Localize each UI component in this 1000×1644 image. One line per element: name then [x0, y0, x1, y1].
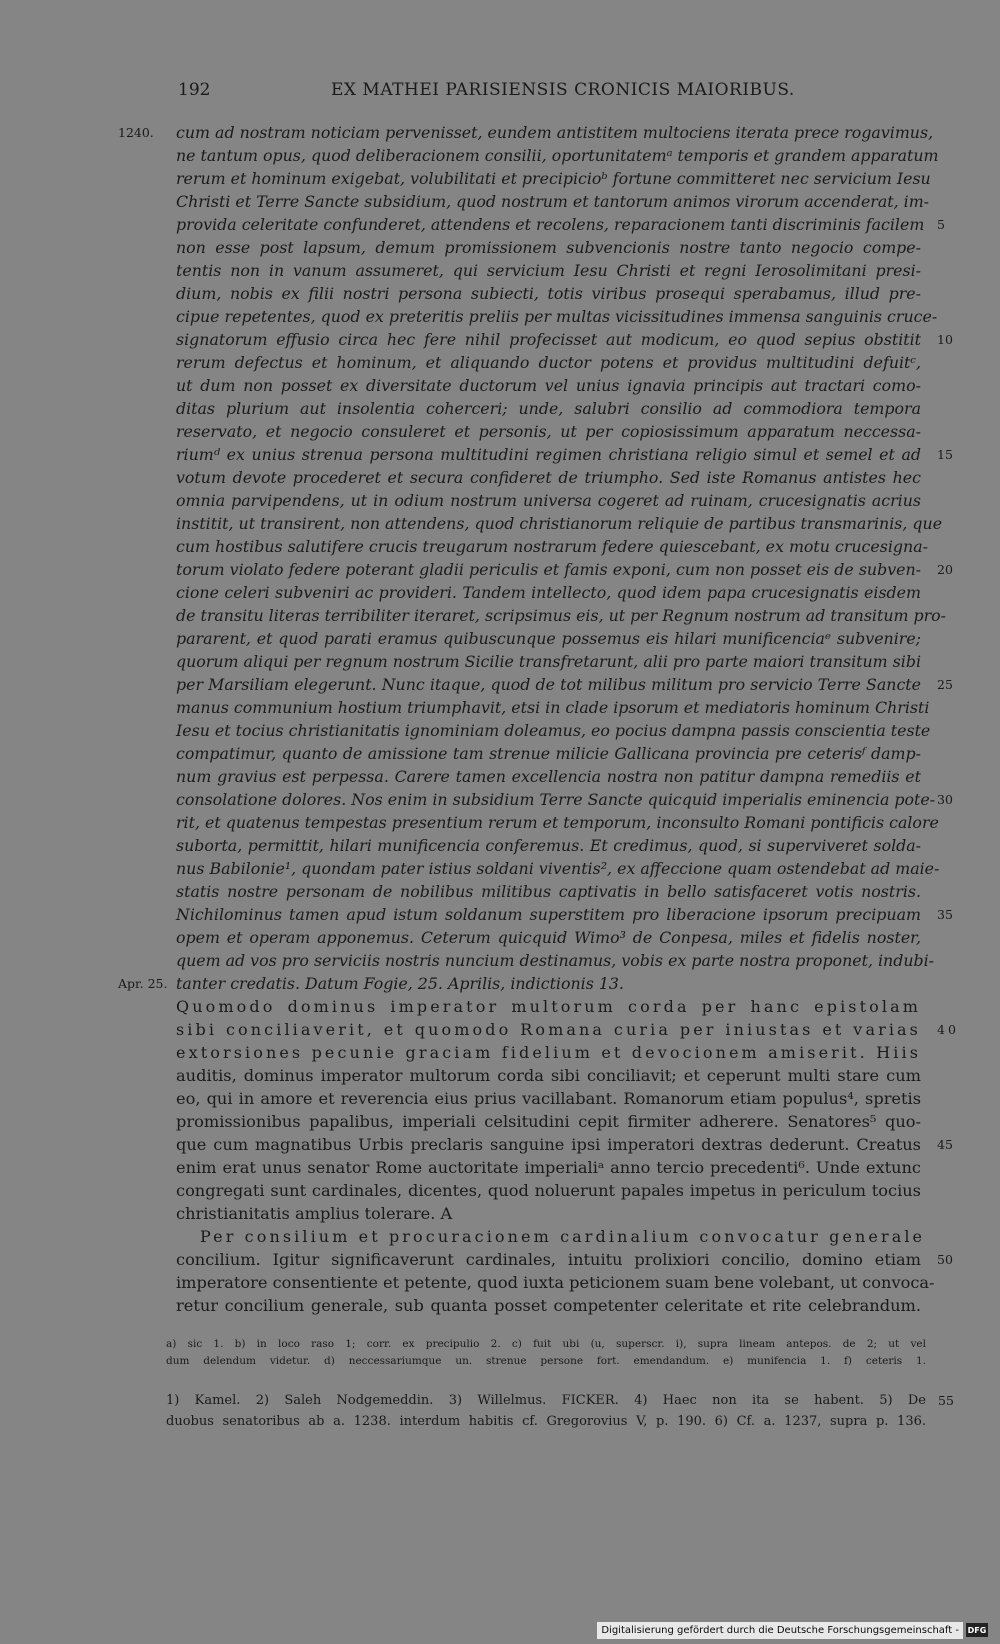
line-number: 5: [937, 217, 945, 232]
line-text: nus Babilonie¹, quondam pater istius soldani viventis², ex affeccione quam ostendebat ad maie-: [176, 859, 940, 878]
text-line: [176, 742, 921, 765]
text-line: [176, 650, 921, 673]
digitization-credit: [597, 1620, 988, 1640]
line-text: consolatione dolores. Nos enim in subsidium Terre Sancte quicquid imperialis eminencia pote-: [176, 790, 936, 809]
line-text: christianitatis amplius tolerare. A: [176, 1204, 453, 1223]
line-text: rerum et hominum exigebat, volubilitati et precipicioᵇ fortune committeret nec servicium Iesu: [176, 169, 931, 188]
line-text: quem ad vos pro serviciis nostris nuncium destinamus, vobis ex parte nostra proponet, indubi-: [176, 951, 934, 970]
margin-date: Apr. 25.: [118, 976, 168, 991]
footnote-line: dum delendum videtur. d) neccessariumque un. strenue persone fort. emendandum. e) munifencia 1. f) ceteris 1.: [166, 1355, 926, 1367]
text-line: [176, 1064, 921, 1087]
line-number: 40: [937, 1022, 960, 1037]
text-line: [176, 949, 934, 972]
line-text: tanter credatis. Datum Fogie, 25. Aprilis, indictionis 13.: [176, 974, 624, 993]
line-text: retur concilium generale, sub quanta posset competenter celeritate et rite celebrandum.: [176, 1296, 921, 1315]
line-text: torum violato federe poterant gladii periculis et famis exponi, cum non posset eis de subven-: [176, 560, 921, 579]
text-line: [176, 351, 921, 374]
text-line: [176, 788, 953, 811]
line-text: cum ad nostram noticiam pervenisset, eundem antistitem multociens iterata prece rogavimus,: [176, 123, 934, 142]
note-text: 1) Kamel. 2) Saleh Nodgemeddin. 3) Willelmus. FICKER. 4) Haec non ita se habent. 5) De: [166, 1393, 926, 1408]
text-line: [176, 282, 921, 305]
line-text: promissionibus papalibus, imperiali celsitudini cepit firmiter adherere. Senatores⁵ quo-: [176, 1112, 921, 1131]
text-line: [176, 236, 921, 259]
line-text: de transitu literas terribiliter iteraret, scripsimus eis, ut per Regnum nostrum ad transitum pro-: [176, 606, 947, 625]
page-header: [178, 80, 878, 106]
line-text: opem et operam apponemus. Ceterum quicquid Wimo³ de Conpesa, miles et fidelis noster,: [176, 928, 921, 947]
critical-apparatus: [166, 1336, 926, 1370]
line-text: congregati sunt cardinales, dicentes, quod noluerunt papales impetus in periculum tocius: [176, 1181, 921, 1200]
text-line: [118, 972, 921, 995]
text-line: [176, 1271, 935, 1294]
line-text: rerum defectus et hominum, et aliquando ductor potens et providus multitudini defuitᶜ,: [176, 353, 921, 372]
explanatory-notes: [166, 1390, 954, 1432]
note-line: [166, 1411, 926, 1432]
margin-date: 1240.: [118, 125, 154, 140]
line-text: pararent, et quod parati eramus quibuscunque possemus eis hilari munificenciaᵉ subvenire;: [176, 629, 921, 648]
text-line: [176, 305, 938, 328]
text-line: [176, 673, 953, 696]
line-text: institit, ut transirent, non attendens, quod christianorum reliquie de partibus transmarinis, que: [176, 514, 943, 533]
text-line: [176, 259, 921, 282]
text-line: [176, 765, 921, 788]
text-line: [176, 1087, 921, 1110]
line-text: signatorum effusio circa hec fere nihil profecisset aut modicum, eo quod sepius obstitit: [176, 330, 921, 349]
text-line: [176, 857, 940, 880]
line-text: reservato, et negocio consuleret et personis, ut per copiosissimum apparatum neccessa-: [176, 422, 921, 441]
text-line: [176, 1133, 953, 1156]
text-line: [176, 719, 931, 742]
text-line: [176, 1110, 921, 1133]
line-text: cione celeri subveniri ac provideri. Tandem intellecto, quod idem papa crucesignatis eisdem: [176, 583, 921, 602]
line-text: ditas plurium aut insolentia coherceri; unde, salubri consilio ad commodiora tempora: [176, 399, 921, 418]
text-line: [118, 121, 934, 144]
text-line: [176, 627, 921, 650]
text-line: [176, 1225, 926, 1248]
credit-text: Digitalisierung gefördert durch die Deutsche Forschungsgemeinschaft -: [597, 1622, 963, 1639]
line-text: statis nostre personam de nobilibus militibus captivatis in bello satisfaceret votis nostris.: [176, 882, 921, 901]
note-line: [166, 1390, 954, 1411]
line-text: dium, nobis ex filii nostri persona subiecti, totis viribus prosequi sperabamus, illud pre-: [176, 284, 921, 303]
text-line: [176, 811, 939, 834]
line-text: sibi conciliaverit, et quomodo Romana curia per iniustas et varias: [176, 1020, 921, 1039]
text-line: [176, 512, 943, 535]
text-line: [176, 926, 921, 949]
line-text: Iesu et tocius christianitatis ignominiam doleamus, eo pocius dampna passis conscientia teste: [176, 721, 931, 740]
text-line: [176, 581, 921, 604]
line-number: 45: [937, 1137, 953, 1152]
line-number: 30: [937, 792, 953, 807]
line-text: riumᵈ ex unius strenua persona multitudini regimen christiana religio simul et semel et ad: [176, 445, 921, 464]
text-line: [176, 995, 921, 1018]
line-text: extorsiones pecunie graciam fidelium et devocionem amiserit. Hiis: [176, 1043, 921, 1062]
line-number: 35: [937, 907, 953, 922]
running-title: EX MATHEI PARISIENSIS CRONICIS MAIORIBUS.: [331, 80, 795, 100]
note-text: duobus senatoribus ab a. 1238. interdum habitis cf. Gregorovius V, p. 190. 6) Cf. a. 1237, supra p. 136.: [166, 1414, 926, 1429]
text-line: [176, 1018, 960, 1041]
line-number: 10: [937, 332, 953, 347]
main-text: [118, 121, 960, 1317]
text-line: [176, 1248, 953, 1271]
text-line: [176, 190, 930, 213]
line-text: votum devote procederet et secura confideret de triumpho. Sed iste Romanus antistes hec: [176, 468, 921, 487]
line-text: rit, et quatenus tempestas presentium rerum et temporum, inconsulto Romani pontificis calore: [176, 813, 939, 832]
line-number: 50: [937, 1252, 953, 1267]
line-text: manus communium hostium triumphavit, etsi in clade ipsorum et mediatoris hominum Christi: [176, 698, 930, 717]
line-text: omnia parvipendens, ut in odium nostrum universa cogeret ad ruinam, crucesignatis acrius: [176, 491, 921, 510]
text-line: [176, 696, 930, 719]
footnote-line: a) sic 1. b) in loco raso 1; corr. ex precipulio 2. c) fuit ubi (u, superscr. i), supra lineam antepos. de 2; ut vel: [166, 1338, 926, 1350]
line-number: 25: [937, 677, 953, 692]
text-line: [176, 443, 953, 466]
text-line: [176, 834, 921, 857]
text-line: [176, 558, 953, 581]
line-text: Nichilominus tamen apud istum soldanum superstitem pro liberacione ipsorum precipuam: [176, 905, 921, 924]
text-line: [176, 328, 953, 351]
text-line: [176, 880, 921, 903]
line-text: eo, qui in amore et reverencia eius prius vacillabant. Romanorum etiam populus⁴, spretis: [176, 1089, 921, 1108]
line-text: tentis non in vanum assumeret, qui servicium Iesu Christi et regni Ierosolimitani presi-: [176, 261, 921, 280]
line-text: cum hostibus salutifere crucis treugarum nostrarum federe quiescebant, ex motu crucesigna-: [176, 537, 928, 556]
line-text: provida celeritate confunderet, attendens et recolens, reparacionem tanti discriminis facilem: [176, 215, 925, 234]
line-text: ne tantum opus, quod deliberacionem consilii, oportunitatemᵃ temporis et grandem apparatum: [176, 146, 939, 165]
text-line: [176, 1156, 921, 1179]
text-line: [176, 1294, 921, 1317]
text-line: [176, 466, 921, 489]
text-line: [176, 144, 939, 167]
text-line: [176, 374, 921, 397]
text-line: [176, 420, 921, 443]
line-number: 55: [938, 1393, 954, 1408]
text-line: [176, 535, 928, 558]
line-text: cipue repetentes, quod ex preteritis preliis per multas vicissitudines immensa sanguinis cruce-: [176, 307, 938, 326]
text-line: [176, 1179, 921, 1202]
page-number: 192: [178, 80, 211, 100]
line-number: 20: [937, 562, 953, 577]
line-text: auditis, dominus imperator multorum corda sibi conciliavit; et ceperunt multi stare cum: [176, 1066, 921, 1085]
line-text: per Marsiliam elegerunt. Nunc itaque, quod de tot milibus militum pro servicio Terre Sancte: [176, 675, 921, 694]
line-text: Quomodo dominus imperator multorum corda per hanc epistolam: [176, 997, 921, 1016]
line-text: non esse post lapsum, demum promissionem subvencionis nostre tanto negocio compe-: [176, 238, 921, 257]
line-text: compatimur, quanto de amissione tam strenue milicie Gallicana provincia pre ceterisᶠ damp-: [176, 744, 921, 763]
line-text: concilium. Igitur significaverunt cardinales, intuitu prolixiori concilio, domino etiam: [176, 1250, 921, 1269]
text-line: [176, 397, 921, 420]
line-text: quorum aliqui per regnum nostrum Sicilie transfretarunt, alii pro parte maiori transitum sibi: [176, 652, 921, 671]
line-text: Christi et Terre Sancte subsidium, quod nostrum et tantorum animos virorum accenderat, im-: [176, 192, 930, 211]
text-line: [176, 213, 945, 236]
dfg-logo: DFG: [966, 1623, 988, 1637]
text-line: [176, 1041, 921, 1064]
line-text: suborta, permittit, hilari munificencia conferemus. Et credimus, quod, si superviveret solda-: [176, 836, 921, 855]
text-line: [176, 167, 931, 190]
line-text: Per consilium et procuracionem cardinalium convocatur generale: [200, 1227, 926, 1246]
line-number: 15: [937, 447, 953, 462]
line-text: enim erat unus senator Rome auctoritate imperialiᵃ anno tercio precedenti⁶. Unde extunc: [176, 1158, 921, 1177]
text-line: [176, 903, 953, 926]
line-text: imperatore consentiente et petente, quod iuxta peticionem suam bene volebant, ut convoca-: [176, 1273, 935, 1292]
text-line: [176, 1202, 921, 1225]
text-line: [176, 604, 947, 627]
text-line: [176, 489, 921, 512]
line-text: num gravius est perpessa. Carere tamen excellencia nostra non patitur dampna remediis et: [176, 767, 921, 786]
line-text: que cum magnatibus Urbis preclaris sanguine ipsi imperatori dextras dederunt. Creatus: [176, 1135, 921, 1154]
line-text: ut dum non posset ex diversitate ductorum vel unius ignavia principis aut tractari como-: [176, 376, 921, 395]
